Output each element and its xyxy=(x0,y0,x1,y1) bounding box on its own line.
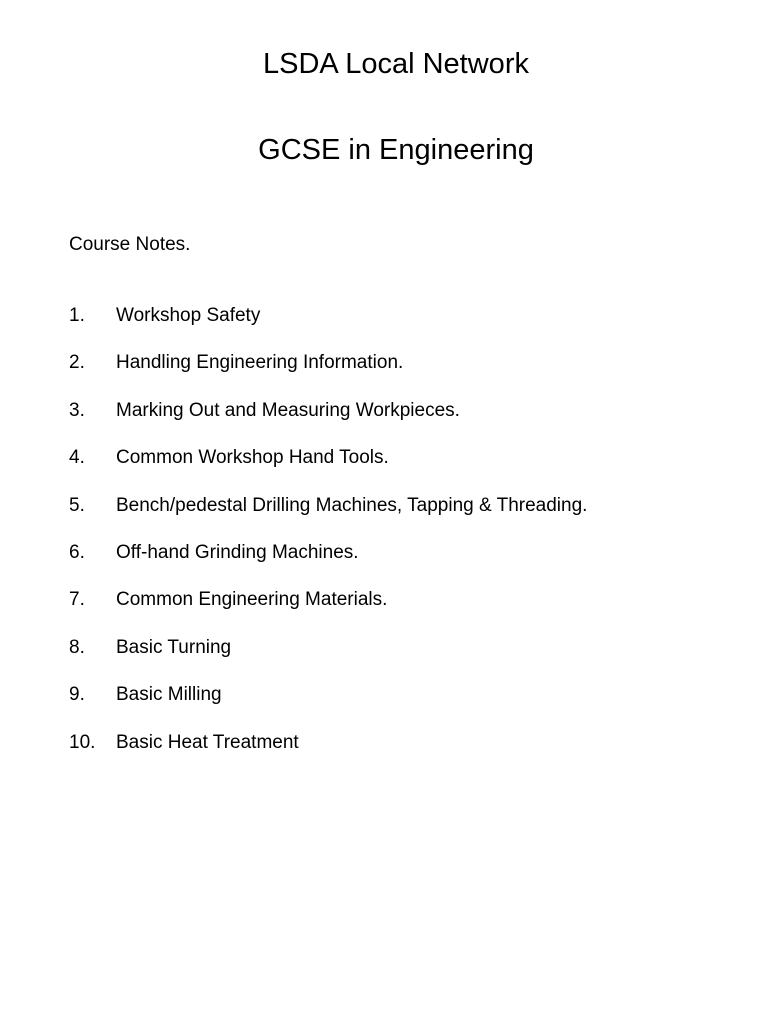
list-item-number: 5. xyxy=(69,494,85,516)
list-item xyxy=(69,351,587,398)
list-item-text: Basic Turning xyxy=(116,636,232,658)
list-item-number: 6. xyxy=(69,541,85,563)
list-item xyxy=(69,399,587,446)
course-notes-heading: Course Notes. xyxy=(69,234,191,255)
list-item-number: 1. xyxy=(69,305,85,326)
list-item-text: Bench/pedestal Drilling Machines, Tapping & Threading. xyxy=(116,494,588,516)
list-item xyxy=(69,683,587,730)
list-item xyxy=(69,494,587,541)
list-item-number: 7. xyxy=(69,589,85,611)
list-item-text: Basic Heat Treatment xyxy=(116,731,299,753)
list-item-text: Workshop Safety xyxy=(116,305,261,326)
list-item-number: 8. xyxy=(69,636,85,658)
list-item xyxy=(69,446,587,493)
list-item-number: 9. xyxy=(69,684,85,706)
list-item-text: Common Engineering Materials. xyxy=(116,589,388,611)
list-item-number: 10. xyxy=(69,731,96,753)
document-title: LSDA Local Network xyxy=(263,48,529,80)
list-item xyxy=(69,731,587,778)
list-item xyxy=(69,588,587,635)
topic-list xyxy=(69,304,587,778)
list-item-number: 2. xyxy=(69,352,85,374)
list-item-text: Marking Out and Measuring Workpieces. xyxy=(116,399,460,421)
list-item xyxy=(69,541,587,588)
list-item-text: Basic Milling xyxy=(116,684,222,706)
list-item-number: 3. xyxy=(69,399,85,421)
list-item-text: Off-hand Grinding Machines. xyxy=(116,541,359,563)
list-item xyxy=(69,304,587,351)
list-item-text: Handling Engineering Information. xyxy=(116,352,404,374)
document-subtitle: GCSE in Engineering xyxy=(258,134,534,166)
list-item-number: 4. xyxy=(69,447,85,469)
list-item-text: Common Workshop Hand Tools. xyxy=(116,447,389,469)
list-item xyxy=(69,636,587,683)
